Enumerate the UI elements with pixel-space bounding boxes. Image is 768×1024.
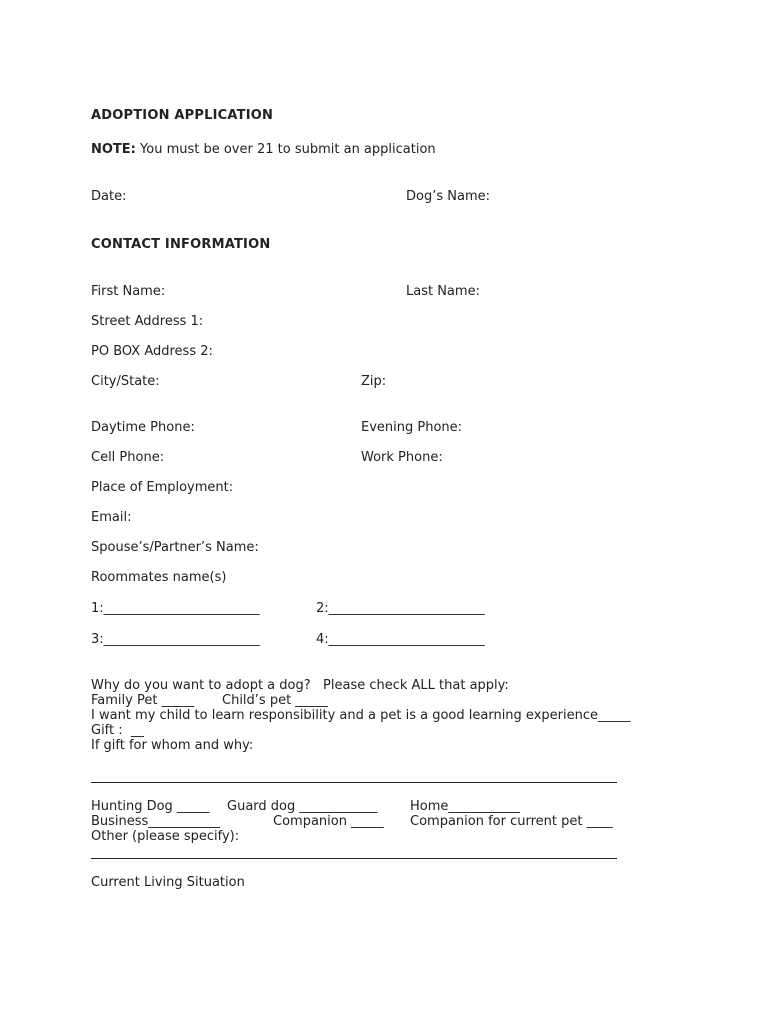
spouse-partner-name-label: Spouse’s/Partner’s Name: xyxy=(91,540,259,555)
city-state-label: City/State: xyxy=(91,374,160,389)
home-option: Home___________ xyxy=(410,799,520,814)
other-reason-line xyxy=(91,858,617,859)
roommate-2-blank: 2:________________________ xyxy=(316,601,485,616)
zip-label: Zip: xyxy=(361,374,387,389)
dogs-name-field-label: Dog’s Name: xyxy=(406,189,490,204)
work-phone-label: Work Phone: xyxy=(361,450,443,465)
street-address-1-label: Street Address 1: xyxy=(91,314,204,329)
note-text: You must be over 21 to submit an application xyxy=(135,142,436,157)
evening-phone-label: Evening Phone: xyxy=(361,420,463,435)
gift-option: Gift : __ xyxy=(91,723,144,738)
current-living-situation-heading: Current Living Situation xyxy=(91,875,245,890)
why-adopt-question: Why do you want to adopt a dog? Please check ALL that apply: xyxy=(91,678,509,693)
contact-information-heading: CONTACT INFORMATION xyxy=(91,237,271,252)
business-option: Business___________ xyxy=(91,814,220,829)
note-line xyxy=(91,142,436,157)
place-of-employment-label: Place of Employment: xyxy=(91,480,234,495)
roommate-3-blank: 3:________________________ xyxy=(91,632,260,647)
date-field-label: Date: xyxy=(91,189,127,204)
daytime-phone-label: Daytime Phone: xyxy=(91,420,195,435)
roommate-4-blank: 4:________________________ xyxy=(316,632,485,647)
family-pet-option: Family Pet _____ xyxy=(91,693,195,708)
roommates-names-label: Roommates name(s) xyxy=(91,570,227,585)
companion-option: Companion _____ xyxy=(273,814,384,829)
companion-current-pet-option: Companion for current pet ____ xyxy=(410,814,613,829)
first-name-label: First Name: xyxy=(91,284,166,299)
hunting-dog-option: Hunting Dog _____ xyxy=(91,799,210,814)
other-specify-label: Other (please specify): xyxy=(91,829,240,844)
learn-responsibility-option: I want my child to learn responsibility and a pet is a good learning experience_____ xyxy=(91,708,631,723)
roommate-1-blank: 1:________________________ xyxy=(91,601,260,616)
guard-dog-option: Guard dog ____________ xyxy=(227,799,378,814)
note-label: NOTE: xyxy=(91,142,136,157)
email-label: Email: xyxy=(91,510,132,525)
gift-for-whom-label: If gift for whom and why: xyxy=(91,738,254,753)
gift-reason-line xyxy=(91,782,617,783)
childs-pet-option: Child’s pet _____ xyxy=(222,693,328,708)
document-title: ADOPTION APPLICATION xyxy=(91,108,274,123)
po-box-address-2-label: PO BOX Address 2: xyxy=(91,344,213,359)
cell-phone-label: Cell Phone: xyxy=(91,450,165,465)
last-name-label: Last Name: xyxy=(406,284,480,299)
